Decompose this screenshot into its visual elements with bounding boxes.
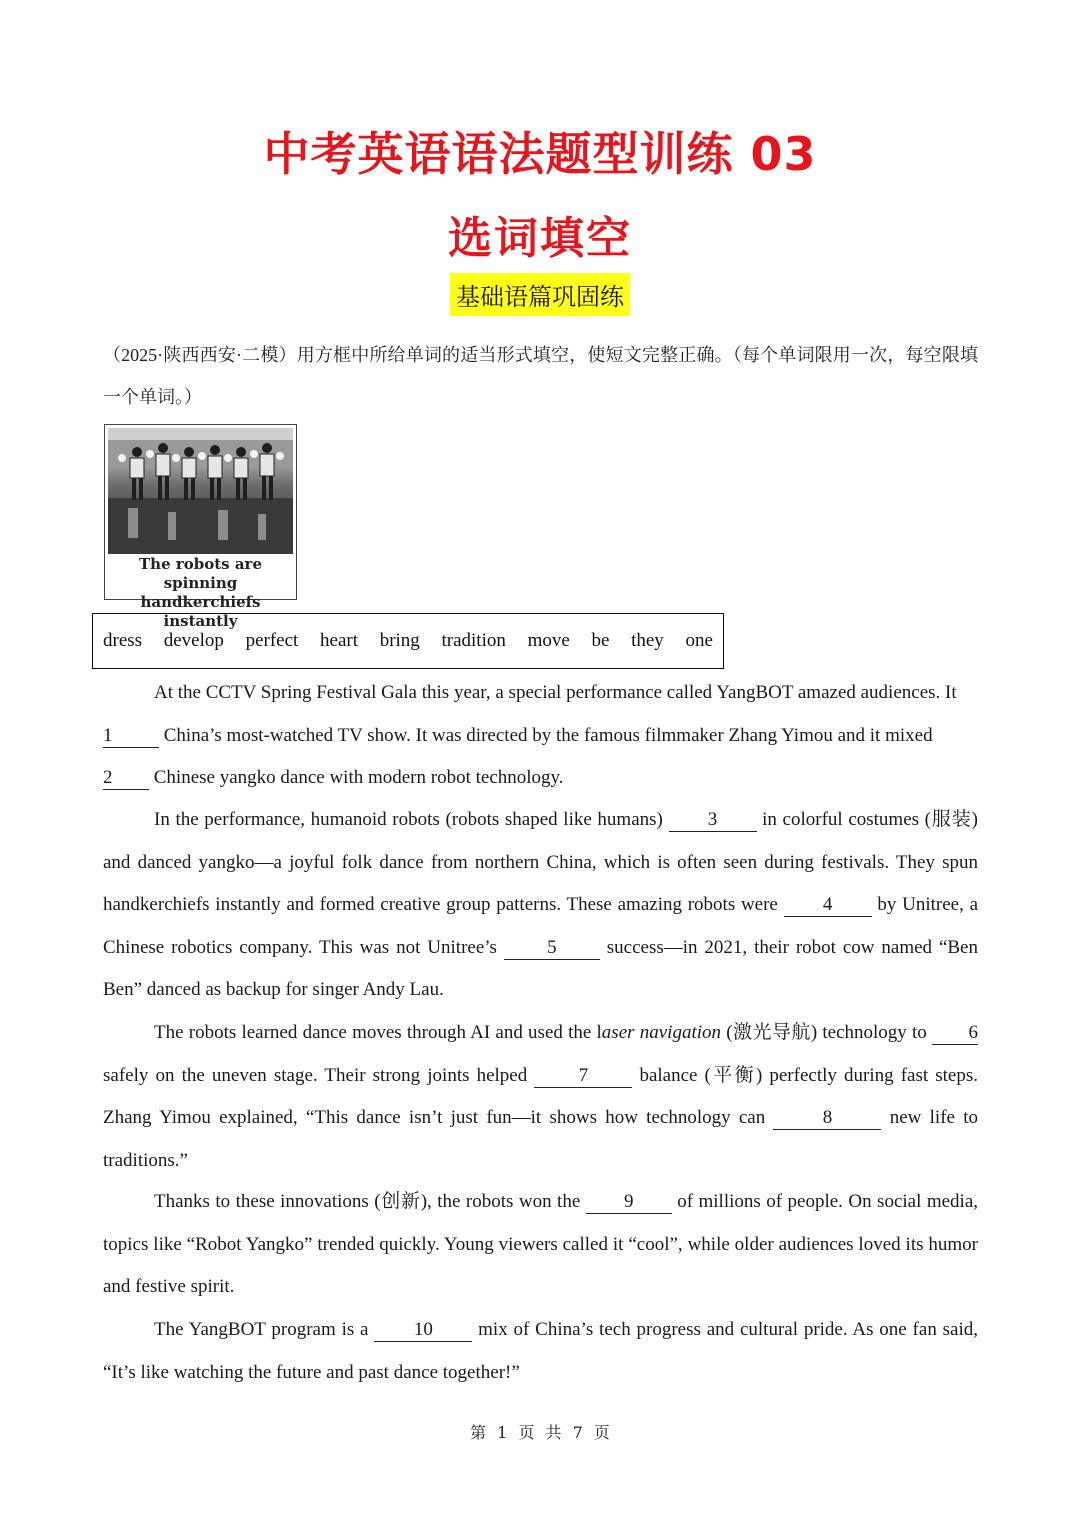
robot-dance-illustration	[108, 428, 293, 554]
word-bank-item: bring	[379, 630, 420, 651]
word-bank-item: be	[591, 630, 610, 651]
word-bank-item: develop	[163, 630, 224, 651]
word-bank-item: dress	[103, 630, 143, 651]
passage-paragraph-2: In the performance, humanoid robots (robots shaped like humans) 3 in colorful costumes (服装) and danced yangko—a joyful folk dance from northern China, which is often seen during festivals. They spun handkerchiefs instantly and formed creative group patterns. These amazing robots were 4 by Unitree, a Chinese robotics company. This was not Unitree’s 5 success—in 2021, their robot cow named “Ben Ben” danced as backup for singer Andy Lau.	[103, 809, 979, 1000]
blank-5[interactable]: 5	[504, 937, 600, 960]
passage-paragraph-4: Thanks to these innovations (创新), the robots won the 9 of millions of people. On social media, topics like “Robot Yangko” trended quickly. Young viewers called it “cool”, while older audiences loved its humor and festive spirit.	[103, 1191, 978, 1297]
caption-line-1: The robots are spinning	[139, 555, 262, 592]
blank-8[interactable]: 8	[773, 1107, 881, 1130]
section-label-wrap	[0, 273, 1080, 316]
blank-6[interactable]: 6	[932, 1022, 978, 1045]
blank-9[interactable]: 9	[586, 1191, 672, 1214]
page-subtitle: 选词填空	[448, 213, 632, 264]
blank-1[interactable]: 1	[103, 725, 159, 748]
blank-3[interactable]: 3	[669, 809, 757, 832]
blank-7[interactable]: 7	[534, 1065, 632, 1088]
page-footer: 第 1 页 共 7 页	[470, 1423, 610, 1442]
page-title: 中考英语语法题型训练 03	[263, 127, 817, 181]
word-bank-box	[92, 613, 724, 669]
robot-dance-image	[108, 428, 293, 554]
passage-paragraph-1: At the CCTV Spring Festival Gala this year, a special performance called YangBOT amazed audiences. It 1 China’s most-watched TV show. It was directed by the famous filmmaker Zhang Yimou and it mixed 2 Chinese yangko dance with modern robot technology.	[103, 682, 957, 788]
blank-2[interactable]: 2	[103, 767, 149, 790]
caption-line-2: handkerchiefs instantly	[140, 593, 261, 630]
word-bank-item: tradition	[441, 630, 506, 651]
word-bank-item: perfect	[245, 630, 299, 651]
word-bank-item: move	[527, 630, 570, 651]
robot-photo	[104, 424, 297, 630]
passage-paragraph-5: The YangBOT program is a 10 mix of China’s tech progress and cultural pride. As one fan said, “It’s like watching the future and past dance together!”	[103, 1319, 978, 1383]
passage-paragraph-3: The robots learned dance moves through AI and used the laser navigation (激光导航) technology to 6 safely on the uneven stage. Their strong joints helped 7 balance (平衡) perfectly during fast steps. Zhang Yimou explained, “This dance isn’t just fun—it shows how technology can 8 new life to traditions.”	[103, 1022, 978, 1171]
word-bank-item: one	[685, 630, 713, 651]
blank-10[interactable]: 10	[374, 1319, 472, 1342]
section-label: 基础语篇巩固练	[450, 273, 630, 316]
word-bank-item: they	[631, 630, 664, 651]
instruction-text: （2025·陕西西安·二模）用方框中所给单词的适当形式填空，使短文完整正确。（每个单词限用一次，每空限填一个单词。）	[103, 345, 978, 407]
blank-4[interactable]: 4	[784, 894, 872, 917]
word-bank-item: heart	[320, 630, 358, 651]
